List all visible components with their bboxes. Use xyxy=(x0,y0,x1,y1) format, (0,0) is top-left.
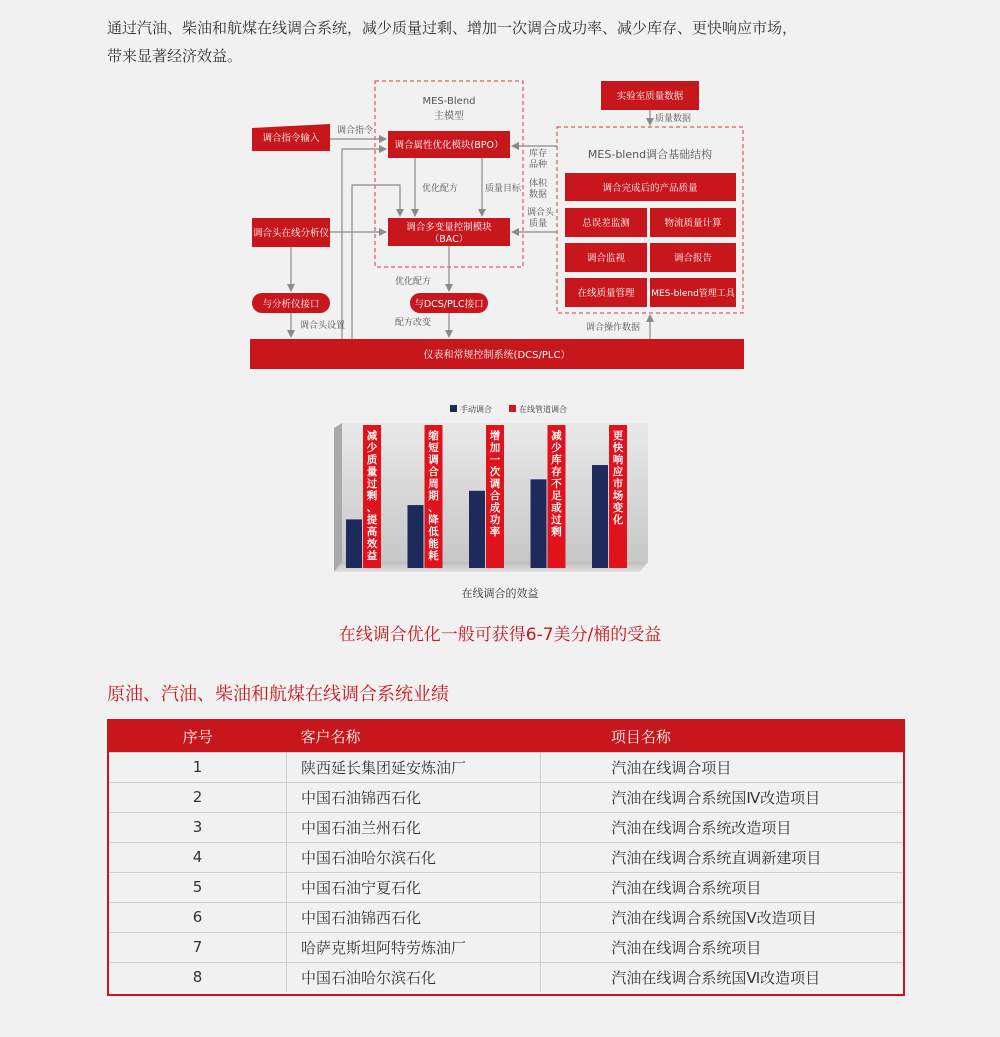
bpo-label: 调合属性优化模块(BPO） xyxy=(394,140,504,151)
cell-customer: 哈萨克斯坦阿特劳炼油厂 xyxy=(287,932,541,962)
bac-label-1: 调合多变量控制模块 xyxy=(406,222,492,233)
legend-label-manual: 手动调合 xyxy=(460,405,492,414)
cell-customer: 中国石油锦西石化 xyxy=(287,782,541,812)
volume-data-label-2: 数据 xyxy=(529,190,548,200)
legend-swatch-online xyxy=(509,405,516,412)
legend-label-online: 在线管道调合 xyxy=(519,405,567,414)
cell-customer: 陕西延长集团延安炼油厂 xyxy=(287,752,541,782)
cell-index: 2 xyxy=(192,788,203,806)
quality-data-label: 质量数据 xyxy=(655,114,692,124)
cell-index: 4 xyxy=(192,848,203,866)
quality-target-label: 质量目标 xyxy=(485,184,522,194)
order-label: 调合指令 xyxy=(337,126,374,136)
cell-index: 6 xyxy=(192,908,203,926)
cell-project: 汽油在线调合系统项目 xyxy=(541,872,903,902)
cell-index: 3 xyxy=(192,818,203,836)
base-online-quality-label: 在线质量管理 xyxy=(577,288,635,299)
category-label-3: 增加一次调合成功率 xyxy=(489,430,501,538)
bar-manual-3 xyxy=(469,491,485,568)
cell-customer: 中国石油锦西石化 xyxy=(287,902,541,932)
inv-grades-label-2: 品种 xyxy=(529,160,548,170)
intro-line-1: 通过汽油、柴油和航煤在线调合系统，减少质量过剩、增加一次调合成功率、减少库存、更快响应市场， xyxy=(107,19,798,37)
header-project: 项目名称 xyxy=(610,727,671,746)
category-label-1: 减少质量过剩、提高效益 xyxy=(366,430,378,562)
optimize-recipe-2-label: 优化配方 xyxy=(395,277,432,287)
inv-grades-label-1: 库存 xyxy=(529,149,548,159)
performance-table xyxy=(107,719,905,996)
dcs-interface-label: 与DCS/PLC接口 xyxy=(414,299,484,310)
cell-index: 8 xyxy=(192,968,203,987)
cell-index: 5 xyxy=(192,878,203,896)
head-quality-label-2: 质量 xyxy=(529,219,548,229)
analyzer-interface-label: 与分析仪接口 xyxy=(262,299,320,310)
cell-project: 汽油在线调合系统改造项目 xyxy=(541,812,903,842)
table-row xyxy=(109,842,903,872)
base-report-label: 调合报告 xyxy=(673,253,713,264)
base-monitor-label: 调合监视 xyxy=(586,253,626,264)
performance-title: 原油、汽油、柴油和航煤在线调合系统业绩 xyxy=(107,684,449,705)
volume-data-label-1: 体积 xyxy=(529,179,548,189)
table-row xyxy=(109,782,903,812)
cell-index: 7 xyxy=(192,938,203,956)
benefit-statement: 在线调合优化一般可获得6-7美分/桶的受益 xyxy=(338,625,662,645)
header-customer: 客户名称 xyxy=(300,727,361,746)
order-input-label: 调合指令输入 xyxy=(262,133,320,144)
table-row xyxy=(109,962,903,992)
cell-project: 汽油在线调合系统国Ⅴ改造项目 xyxy=(541,902,903,932)
bar-manual-5 xyxy=(592,465,608,568)
blend-head-setting-label: 调合头设置 xyxy=(300,321,346,331)
intro-line-2: 带来显著经济效益。 xyxy=(107,47,243,65)
cell-customer: 中国石油哈尔滨石化 xyxy=(287,962,541,992)
cell-project: 汽油在线调合系统国Ⅵ改造项目 xyxy=(541,962,903,992)
base-error-monitor-label: 总误差监测 xyxy=(582,218,630,229)
base-flow-calc-label: 物流质量计算 xyxy=(664,218,722,229)
legend-swatch-manual xyxy=(450,405,457,412)
table-row xyxy=(109,932,903,962)
category-label-5: 更快响应市场变化 xyxy=(612,430,624,526)
bar-manual-4 xyxy=(531,479,547,568)
main-model-subtitle: 主模型 xyxy=(434,111,464,122)
header-index: 序号 xyxy=(182,727,213,746)
cell-customer: 中国石油宁夏石化 xyxy=(287,872,541,902)
cell-customer: 中国石油兰州石化 xyxy=(287,812,541,842)
blend-op-data-label: 调合操作数据 xyxy=(586,323,641,333)
base-product-quality-label: 调合完成后的产品质量 xyxy=(602,183,698,194)
chart-side-wall xyxy=(334,423,342,572)
table-header-row xyxy=(109,721,903,752)
bac-label-2: （BAC） xyxy=(429,234,469,245)
dcs-plc-label: 仪表和常规控制系统(DCS/PLC） xyxy=(423,350,571,361)
bar-manual-1 xyxy=(346,519,362,568)
bar-manual-2 xyxy=(408,505,424,568)
recipe-change-label: 配方改变 xyxy=(395,318,432,328)
chart-title: 在线调合的效益 xyxy=(461,587,539,600)
base-tool-label: MES-blend管理工具 xyxy=(651,289,735,299)
table-row xyxy=(109,752,903,782)
cell-project: 汽油在线调合系统项目 xyxy=(541,932,903,962)
base-structure-title: MES-blend调合基础结构 xyxy=(587,148,713,161)
table-row xyxy=(109,812,903,842)
main-model-title: MES-Blend xyxy=(422,96,476,107)
table-row xyxy=(109,902,903,932)
cell-index: 1 xyxy=(192,758,203,776)
table-row xyxy=(109,872,903,902)
lab-data-label: 实验室质量数据 xyxy=(616,91,684,102)
category-label-4: 减少库存不足或过剩 xyxy=(551,430,562,538)
cell-customer: 中国石油哈尔滨石化 xyxy=(287,842,541,872)
category-label-2: 缩短调合周期、降低能耗 xyxy=(428,430,439,562)
cell-project: 汽油在线调合系统国Ⅳ改造项目 xyxy=(541,782,903,812)
cell-project: 汽油在线调合项目 xyxy=(541,752,903,782)
optimize-recipe-label: 优化配方 xyxy=(422,184,459,194)
head-quality-label-1: 调合头 xyxy=(527,208,555,218)
analyzer-label: 调合头在线分析仪 xyxy=(252,228,330,239)
cell-project: 汽油在线调合系统直调新建项目 xyxy=(541,842,903,872)
